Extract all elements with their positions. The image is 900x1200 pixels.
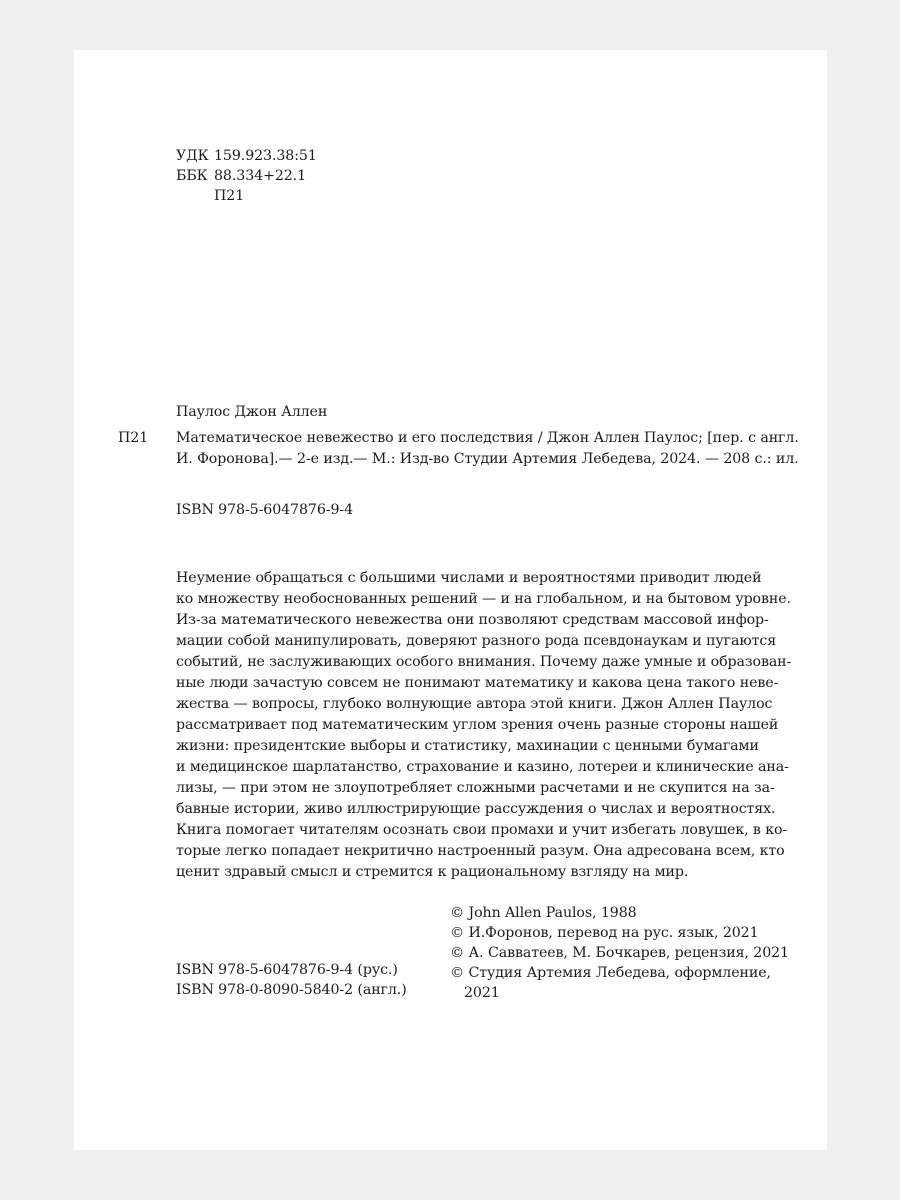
- bbk-label: ББК: [176, 168, 208, 184]
- author-heading: Паулос Джон Аллен: [176, 404, 328, 420]
- copyright-block: [450, 903, 789, 1003]
- udk-value: 159.923.38:51: [214, 148, 317, 164]
- isbn-russian: ISBN 978-5-6047876-9-4 (рус.): [176, 962, 398, 978]
- bbk-row: [176, 166, 317, 186]
- annotation-line: ценит здравый смысл и стремится к рациональному взгляду на мир.: [176, 864, 689, 880]
- biblio-line: И. Форонова].— 2-е изд.— М.: Изд-во Студии Артемия Лебедева, 2024. — 208 с.: ил.: [176, 451, 799, 467]
- isbn: ISBN 978-5-6047876-9-4: [176, 502, 353, 518]
- copyright-line: © John Allen Paulos, 1988: [450, 905, 637, 921]
- annotation-line: и медицинское шарлатанство, страхование и казино, лотереи и клинические ана-: [176, 759, 789, 775]
- annotation-line: лизы, — при этом не злоупотребляет сложными расчетами и не скупится на за-: [176, 780, 775, 796]
- isbn-list: [176, 960, 407, 1000]
- annotation-line: Книга помогает читателям осознать свои промахи и учит избегать ловушек, в ко-: [176, 822, 788, 838]
- isbn-english: ISBN 978-0-8090-5840-2 (англ.): [176, 982, 407, 998]
- author-mark: П21: [214, 188, 245, 204]
- annotation-line: Неумение обращаться с большими числами и вероятностями приводит людей: [176, 570, 762, 586]
- copyright-line: © И.Форонов, перевод на рус. язык, 2021: [450, 925, 759, 941]
- annotation-line: мации собой манипулировать, доверяют разного рода псевдонаукам и пугаются: [176, 633, 777, 649]
- annotation-line: торые легко попадает некритично настроенный разум. Она адресована всем, кто: [176, 843, 785, 859]
- annotation-line: ные люди зачастую совсем не понимают математику и какова цена такого неве-: [176, 675, 779, 691]
- annotation-line: ко множеству необоснованных решений — и на глобальном, и на бытовом уровне.: [176, 591, 791, 607]
- author-code-mark: П21: [118, 430, 149, 446]
- bbk-value: 88.334+22.1: [214, 168, 307, 184]
- biblio-line: Математическое невежество и его последствия / Джон Аллен Паулос; [пер. с англ.: [176, 430, 799, 446]
- author-mark-row: [176, 186, 317, 206]
- udk-label: УДК: [176, 148, 209, 164]
- copyright-line: 2021: [464, 985, 500, 1001]
- annotation-line: жизни: президентские выборы и статистику, махинации с ценными бумагами: [176, 738, 759, 754]
- annotation-line: бавные истории, живо иллюстрирующие рассуждения о числах и вероятностях.: [176, 801, 776, 817]
- annotation-paragraph: [176, 568, 791, 883]
- copyright-line: © Студия Артемия Лебедева, оформление,: [450, 965, 771, 981]
- udk-row: [176, 146, 317, 166]
- annotation-line: рассматривает под математическим углом зрения очень разные стороны нашей: [176, 717, 779, 733]
- bibliographic-description: [176, 428, 799, 470]
- classification-block: [176, 146, 317, 206]
- annotation-line: Из-за математического невежества они позволяют средствам массовой инфор-: [176, 612, 769, 628]
- annotation-line: событий, не заслуживающих особого внимания. Почему даже умные и образован-: [176, 654, 792, 670]
- annotation-line: жества — вопросы, глубоко волнующие автора этой книги. Джон Аллен Паулос: [176, 696, 773, 712]
- page-sheet: [74, 50, 827, 1150]
- copyright-line: © А. Савватеев, М. Бочкарев, рецензия, 2021: [450, 945, 789, 961]
